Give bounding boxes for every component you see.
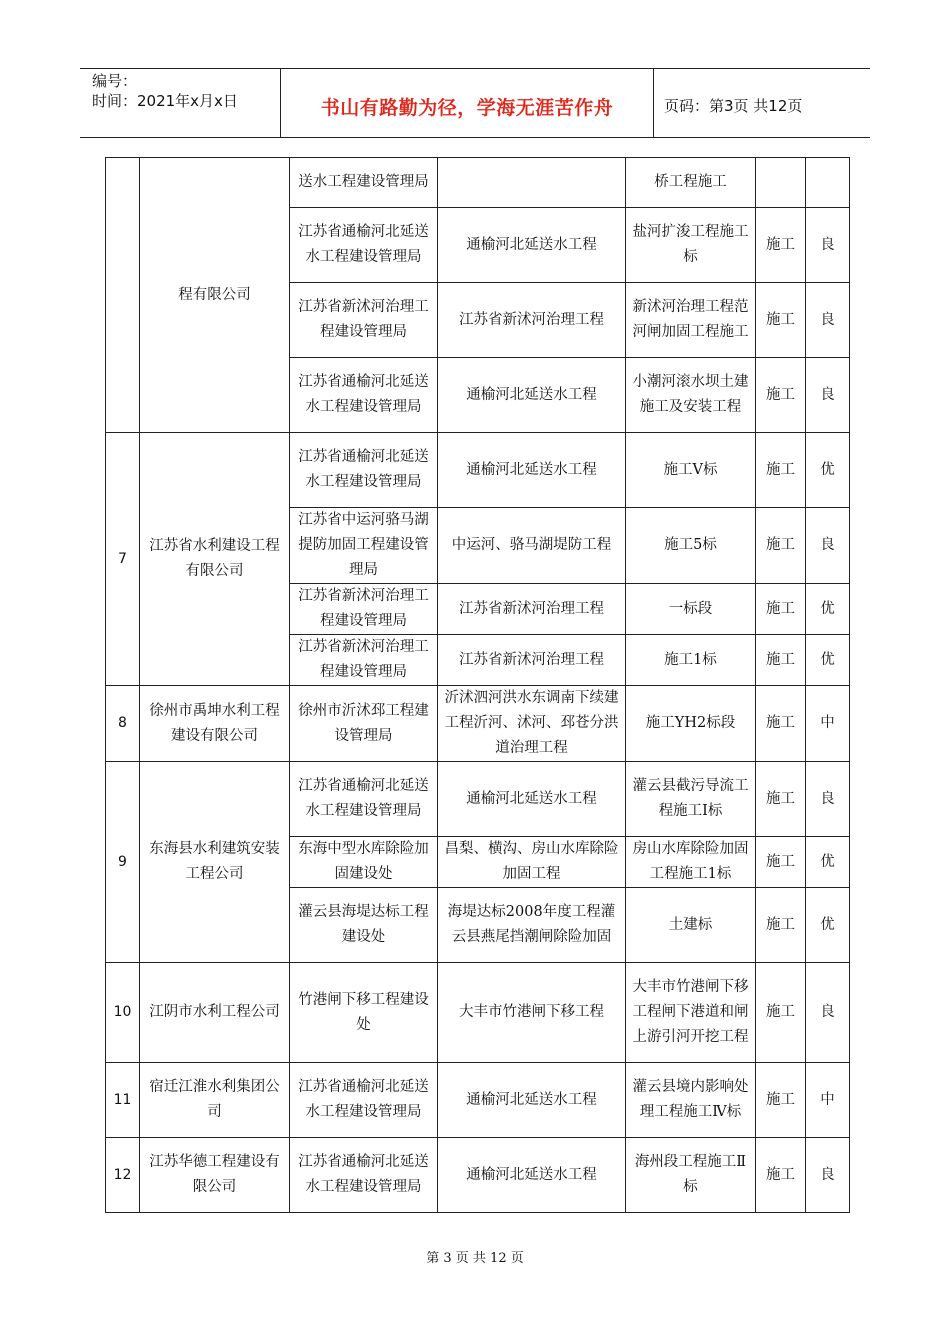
cell-section: 施工Ⅴ标 [626, 433, 756, 508]
cell-role [756, 158, 806, 208]
cell-rating: 良 [806, 283, 850, 358]
cell-role: 施工 [756, 508, 806, 584]
cell-rating: 中 [806, 1063, 850, 1138]
cell-no [106, 158, 140, 433]
cell-client: 江苏省新沭河治理工程建设管理局 [290, 584, 438, 635]
cell-section: 桥工程施工 [626, 158, 756, 208]
cell-role: 施工 [756, 762, 806, 837]
project-table [105, 157, 850, 1213]
cell-no: 8 [106, 686, 140, 762]
cell-project: 通榆河北延送水工程 [438, 762, 626, 837]
cell-no: 12 [106, 1138, 140, 1213]
cell-rating: 良 [806, 508, 850, 584]
cell-company: 程有限公司 [140, 158, 290, 433]
cell-section: 小潮河滚水坝土建施工及安装工程 [626, 358, 756, 433]
cell-role: 施工 [756, 1063, 806, 1138]
cell-role: 施工 [756, 433, 806, 508]
cell-client: 送水工程建设管理局 [290, 158, 438, 208]
date-line: 时间：2021年x月x日 [92, 92, 238, 110]
cell-project: 大丰市竹港闸下移工程 [438, 963, 626, 1063]
cell-project: 通榆河北延送水工程 [438, 358, 626, 433]
cell-project: 江苏省新沭河治理工程 [438, 635, 626, 686]
cell-rating [806, 158, 850, 208]
table-row [106, 1063, 850, 1138]
header-divider [653, 69, 654, 137]
cell-rating: 良 [806, 358, 850, 433]
cell-no: 10 [106, 963, 140, 1063]
cell-client: 竹港闸下移工程建设处 [290, 963, 438, 1063]
cell-company: 徐州市禹坤水利工程建设有限公司 [140, 686, 290, 762]
page-footer: 第 3 页 共 12 页 [426, 1251, 524, 1266]
cell-role: 施工 [756, 358, 806, 433]
cell-section: 灌云县截污导流工程施工Ⅰ标 [626, 762, 756, 837]
cell-company: 江阴市水利工程公司 [140, 963, 290, 1063]
cell-client: 江苏省新沭河治理工程建设管理局 [290, 283, 438, 358]
cell-section: 一标段 [626, 584, 756, 635]
cell-project: 通榆河北延送水工程 [438, 1063, 626, 1138]
cell-project: 沂沭泗河洪水东调南下续建工程沂河、沭河、邳苍分洪道治理工程 [438, 686, 626, 762]
cell-company: 东海县水利建筑安装工程公司 [140, 762, 290, 963]
cell-rating: 中 [806, 686, 850, 762]
cell-client: 东海中型水库除险加固建设处 [290, 837, 438, 888]
cell-section: 施工5标 [626, 508, 756, 584]
cell-company: 江苏省水利建设工程有限公司 [140, 433, 290, 686]
cell-role: 施工 [756, 208, 806, 283]
table-row [106, 963, 850, 1063]
cell-role: 施工 [756, 837, 806, 888]
table-row [106, 433, 850, 508]
cell-section: 新沭河治理工程范河闸加固工程施工 [626, 283, 756, 358]
cell-section: 施工1标 [626, 635, 756, 686]
page-header [80, 68, 870, 138]
cell-section: 海州段工程施工Ⅱ标 [626, 1138, 756, 1213]
cell-project: 海堤达标2008年度工程灌云县燕尾挡潮闸除险加固 [438, 888, 626, 963]
table-row [106, 686, 850, 762]
cell-rating: 良 [806, 762, 850, 837]
cell-rating: 良 [806, 1138, 850, 1213]
cell-role: 施工 [756, 283, 806, 358]
cell-rating: 优 [806, 837, 850, 888]
header-motto: 书山有路勤为径，学海无涯苦作舟 [320, 97, 614, 119]
cell-client: 江苏省中运河骆马湖提防加固工程建设管理局 [290, 508, 438, 584]
cell-section: 盐河扩浚工程施工标 [626, 208, 756, 283]
cell-client: 江苏省通榆河北延送水工程建设管理局 [290, 1063, 438, 1138]
cell-client: 江苏省通榆河北延送水工程建设管理局 [290, 358, 438, 433]
cell-section: 灌云县境内影响处理工程施工Ⅳ标 [626, 1063, 756, 1138]
table-row [106, 1138, 850, 1213]
cell-role: 施工 [756, 686, 806, 762]
cell-client: 江苏省通榆河北延送水工程建设管理局 [290, 762, 438, 837]
header-page-info: 页码：第3页 共12页 [664, 97, 803, 115]
cell-role: 施工 [756, 584, 806, 635]
cell-role: 施工 [756, 635, 806, 686]
table-row [106, 158, 850, 208]
cell-role: 施工 [756, 888, 806, 963]
cell-project: 江苏省新沭河治理工程 [438, 584, 626, 635]
cell-client: 江苏省通榆河北延送水工程建设管理局 [290, 1138, 438, 1213]
cell-project: 通榆河北延送水工程 [438, 1138, 626, 1213]
cell-section: 房山水库除险加固工程施工1标 [626, 837, 756, 888]
cell-project: 通榆河北延送水工程 [438, 208, 626, 283]
cell-project: 江苏省新沭河治理工程 [438, 283, 626, 358]
cell-role: 施工 [756, 1138, 806, 1213]
cell-rating: 优 [806, 433, 850, 508]
cell-no: 9 [106, 762, 140, 963]
header-meta [92, 71, 238, 111]
cell-company: 宿迁江淮水利集团公司 [140, 1063, 290, 1138]
table-row [106, 762, 850, 837]
cell-section: 大丰市竹港闸下移工程闸下港道和闸上游引河开挖工程 [626, 963, 756, 1063]
cell-rating: 优 [806, 888, 850, 963]
serial-label: 编号： [92, 72, 138, 90]
cell-rating: 良 [806, 208, 850, 283]
cell-client: 江苏省新沭河治理工程建设管理局 [290, 635, 438, 686]
cell-no: 7 [106, 433, 140, 686]
cell-project: 昌梨、横沟、房山水库除险加固工程 [438, 837, 626, 888]
cell-client: 江苏省通榆河北延送水工程建设管理局 [290, 433, 438, 508]
cell-project: 通榆河北延送水工程 [438, 433, 626, 508]
cell-rating: 优 [806, 635, 850, 686]
cell-client: 江苏省通榆河北延送水工程建设管理局 [290, 208, 438, 283]
cell-rating: 良 [806, 963, 850, 1063]
cell-company: 江苏华德工程建设有限公司 [140, 1138, 290, 1213]
cell-project [438, 158, 626, 208]
cell-client: 灌云县海堤达标工程建设处 [290, 888, 438, 963]
cell-rating: 优 [806, 584, 850, 635]
cell-section: 施工YH2标段 [626, 686, 756, 762]
cell-client: 徐州市沂沭邳工程建设管理局 [290, 686, 438, 762]
cell-role: 施工 [756, 963, 806, 1063]
cell-section: 土建标 [626, 888, 756, 963]
cell-project: 中运河、骆马湖堤防工程 [438, 508, 626, 584]
cell-no: 11 [106, 1063, 140, 1138]
